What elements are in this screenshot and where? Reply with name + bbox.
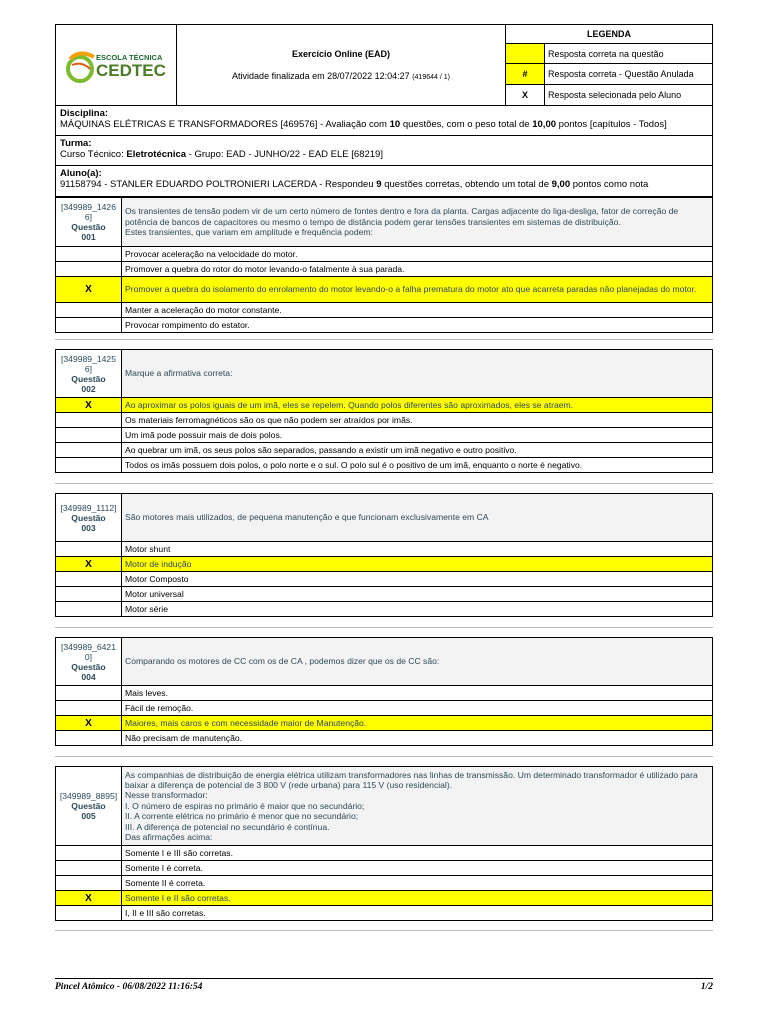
footer-page: 1/2 bbox=[700, 982, 713, 992]
footer-rule bbox=[55, 978, 713, 979]
question-stem: Marque a afirmativa correta: bbox=[122, 350, 713, 398]
question-number: 004 bbox=[81, 671, 96, 682]
question-table bbox=[55, 197, 713, 333]
answer-option-selected: Somente I e II são corretas. bbox=[122, 891, 713, 906]
question-number: 002 bbox=[81, 383, 96, 394]
question-stem: Os transientes de tensão podem vir de um certo número de fontes dentro e fora da planta. Cargas adjacente do liga-desliga, fator de correção de potência de bancos de capacitores ou mesmo o tempo de distância podem gerar tensões transientes em sistemas de distribuição. Estes transientes, que variam em amplitude e frequência podem: bbox=[122, 198, 713, 247]
legend-text-annulled: Resposta correta - Questão Anulada bbox=[545, 64, 713, 84]
aluno-box bbox=[55, 166, 713, 197]
answer-mark bbox=[56, 542, 122, 557]
disciplina-n-questions: 10 bbox=[389, 119, 401, 130]
answer-mark bbox=[56, 413, 122, 428]
question-id-cell bbox=[56, 494, 122, 542]
answer-option: I, II e III são corretas. bbox=[122, 906, 713, 921]
legend-mark-correct bbox=[506, 44, 545, 64]
answer-option: Ao quebrar um imã, os seus polos são separados, passando a existir um imã negativo e outro positivo. bbox=[122, 443, 713, 458]
exercise-info bbox=[177, 25, 506, 106]
answer-option: Somente I e III são corretas. bbox=[122, 846, 713, 861]
question-id-cell bbox=[56, 638, 122, 686]
answer-mark bbox=[56, 686, 122, 701]
question-id: [349989_14266] bbox=[61, 202, 116, 222]
question-label: Questão bbox=[71, 661, 106, 672]
answer-option-selected: Motor de indução bbox=[122, 557, 713, 572]
answer-mark-selected: X bbox=[56, 398, 122, 413]
aluno-score: 9,00 bbox=[551, 179, 571, 190]
aluno-label: Aluno(a): bbox=[60, 168, 102, 179]
turma-box bbox=[55, 136, 713, 166]
school-name-line2: CEDTEC bbox=[96, 61, 166, 80]
answer-option: Os materiais ferromagnéticos são os que não podem ser atraídos por imãs. bbox=[122, 413, 713, 428]
answer-mark bbox=[56, 731, 122, 746]
answer-option: Somente II é correta. bbox=[122, 876, 713, 891]
question-number: 001 bbox=[81, 232, 96, 242]
answer-option: Motor universal bbox=[122, 587, 713, 602]
question-table bbox=[55, 349, 713, 473]
answer-option: Não precisam de manutenção. bbox=[122, 731, 713, 746]
answer-mark-selected: X bbox=[56, 716, 122, 731]
question-id: [349989_1112] bbox=[60, 502, 117, 513]
answer-option: Provocar aceleração na velocidade do motor. bbox=[122, 247, 713, 262]
header-table bbox=[55, 24, 713, 106]
question-table bbox=[55, 637, 713, 746]
answer-option: Motor série bbox=[122, 602, 713, 617]
disciplina-label: Disciplina: bbox=[60, 108, 109, 119]
question-separator bbox=[55, 483, 713, 484]
legend-mark-annulled: # bbox=[506, 64, 545, 84]
disciplina-total: 10,00 bbox=[532, 119, 557, 130]
answer-mark bbox=[56, 572, 122, 587]
finished-line bbox=[180, 71, 502, 81]
question-id-cell bbox=[56, 767, 122, 846]
question-separator bbox=[55, 930, 713, 931]
aluno-text: 91158794 - STANLER EDUARDO POLTRONIERI LACERDA - Respondeu bbox=[60, 179, 377, 190]
answer-mark-selected: X bbox=[56, 557, 122, 572]
answer-mark bbox=[56, 876, 122, 891]
answer-option: Fácil de remoção. bbox=[122, 701, 713, 716]
school-logo bbox=[56, 25, 177, 106]
finished-code: (419644 / 1) bbox=[412, 74, 450, 81]
answer-mark bbox=[56, 303, 122, 318]
answer-mark bbox=[56, 846, 122, 861]
question-number: 005 bbox=[81, 811, 96, 821]
question-separator bbox=[55, 756, 713, 757]
disciplina-text-b: questões, com o peso total de bbox=[400, 119, 533, 130]
question-id-cell bbox=[56, 198, 122, 247]
answer-mark bbox=[56, 861, 122, 876]
answer-option: Motor shunt bbox=[122, 542, 713, 557]
question-id: [349989_64210] bbox=[61, 641, 116, 662]
legend-text-selected: Resposta selecionada pelo Aluno bbox=[545, 84, 713, 105]
school-name-line1: ESCOLA TÉCNICA bbox=[96, 53, 163, 62]
question-id: [349989_8895] bbox=[59, 791, 118, 801]
turma-text: Curso Técnico: bbox=[60, 149, 127, 160]
answer-option: Promover a quebra do rotor do motor levando-o fatalmente à sua parada. bbox=[122, 262, 713, 277]
answer-option: Todos os imãs possuem dois polos, o polo norte e o sul. O polo sul é o positivo de um imã, enquanto o norte é negativo. bbox=[122, 458, 713, 473]
legend-title: LEGENDA bbox=[506, 25, 713, 44]
finished-text: Atividade finalizada em 28/07/2022 12:04:27 bbox=[232, 71, 410, 81]
aluno-text-b: questões corretas, obtendo um total de bbox=[381, 179, 552, 190]
answer-mark bbox=[56, 428, 122, 443]
legend-text-correct: Resposta correta na questão bbox=[545, 44, 713, 64]
answer-option: Provocar rompimento do estator. bbox=[122, 318, 713, 333]
disciplina-box bbox=[55, 105, 713, 136]
question-number: 003 bbox=[81, 522, 96, 533]
turma-text-b: - Grupo: EAD - JUNHO/22 - EAD ELE [68219] bbox=[186, 149, 383, 160]
answer-option: Mais leves. bbox=[122, 686, 713, 701]
answer-mark-selected: X bbox=[56, 277, 122, 303]
answer-option-selected: Promover a quebra do isolamento do enrolamento do motor levando-o a falha prematura do motor ato que acarreta paradas não planejadas do motor. bbox=[122, 277, 713, 303]
question-id: [349989_14256] bbox=[61, 353, 116, 374]
turma-label: Turma: bbox=[60, 138, 92, 149]
answer-option: Motor Composto bbox=[122, 572, 713, 587]
disciplina-text: MÁQUINAS ELÉTRICAS E TRANSFORMADORES [469576] - Avaliação com bbox=[60, 119, 390, 130]
answer-option: Manter a aceleração do motor constante. bbox=[122, 303, 713, 318]
question-label: Questão bbox=[71, 222, 106, 232]
question-table bbox=[55, 766, 713, 921]
answer-mark bbox=[56, 602, 122, 617]
question-separator bbox=[55, 339, 713, 340]
answer-mark bbox=[56, 458, 122, 473]
answer-mark-selected: X bbox=[56, 891, 122, 906]
exercise-title: Exercício Online (EAD) bbox=[291, 49, 391, 59]
answer-mark bbox=[56, 701, 122, 716]
turma-course: Eletrotécnica bbox=[126, 149, 187, 160]
answer-mark bbox=[56, 247, 122, 262]
answer-option: Um imã pode possuir mais de dois polos. bbox=[122, 428, 713, 443]
answer-mark bbox=[56, 318, 122, 333]
question-table bbox=[55, 493, 713, 617]
answer-option: Somente I é correta. bbox=[122, 861, 713, 876]
aluno-text-c: pontos como nota bbox=[570, 179, 649, 190]
answer-option-selected: Ao aproximar os polos iguais de um imã, eles se repelem. Quando polos diferentes são aproximados, eles se atraem. bbox=[122, 398, 713, 413]
disciplina-text-c: pontos [capítulos - Todos] bbox=[556, 119, 667, 130]
answer-mark bbox=[56, 443, 122, 458]
question-stem: São motores mais utilizados, de pequena manutenção e que funcionam exclusivamente em CA bbox=[122, 494, 713, 542]
legend-mark-selected: X bbox=[506, 84, 545, 105]
answer-mark bbox=[56, 262, 122, 277]
question-separator bbox=[55, 627, 713, 628]
question-stem: As companhias de distribuição de energia elétrica utilizam transformadores nas linhas de transmissão. Um determinado transformador é utilizado para baixar a diferença de potencial de 3 800 V (rede urbana) para 115 V (uso residencial). Nesse transformador: I. O número de espiras no primário é maior que no secundário; II. A corrente elétrica no primário é menor que no secundário; III. A diferença de potencial no secundário é contínua. Das afirmações acima: bbox=[122, 767, 713, 846]
aluno-correct: 9 bbox=[376, 179, 382, 190]
question-label: Questão bbox=[71, 801, 106, 811]
question-stem: Comparando os motores de CC com os de CA , podemos dizer que os de CC são: bbox=[122, 638, 713, 686]
question-label: Questão bbox=[71, 373, 106, 384]
question-id-cell bbox=[56, 350, 122, 398]
question-label: Questão bbox=[71, 512, 106, 523]
footer-left: Pincel Atômico - 06/08/2022 11:16:54 bbox=[55, 982, 203, 992]
answer-mark bbox=[56, 906, 122, 921]
answer-mark bbox=[56, 587, 122, 602]
answer-option-selected: Maiores, mais caros e com necessidade maior de Manutenção. bbox=[122, 716, 713, 731]
